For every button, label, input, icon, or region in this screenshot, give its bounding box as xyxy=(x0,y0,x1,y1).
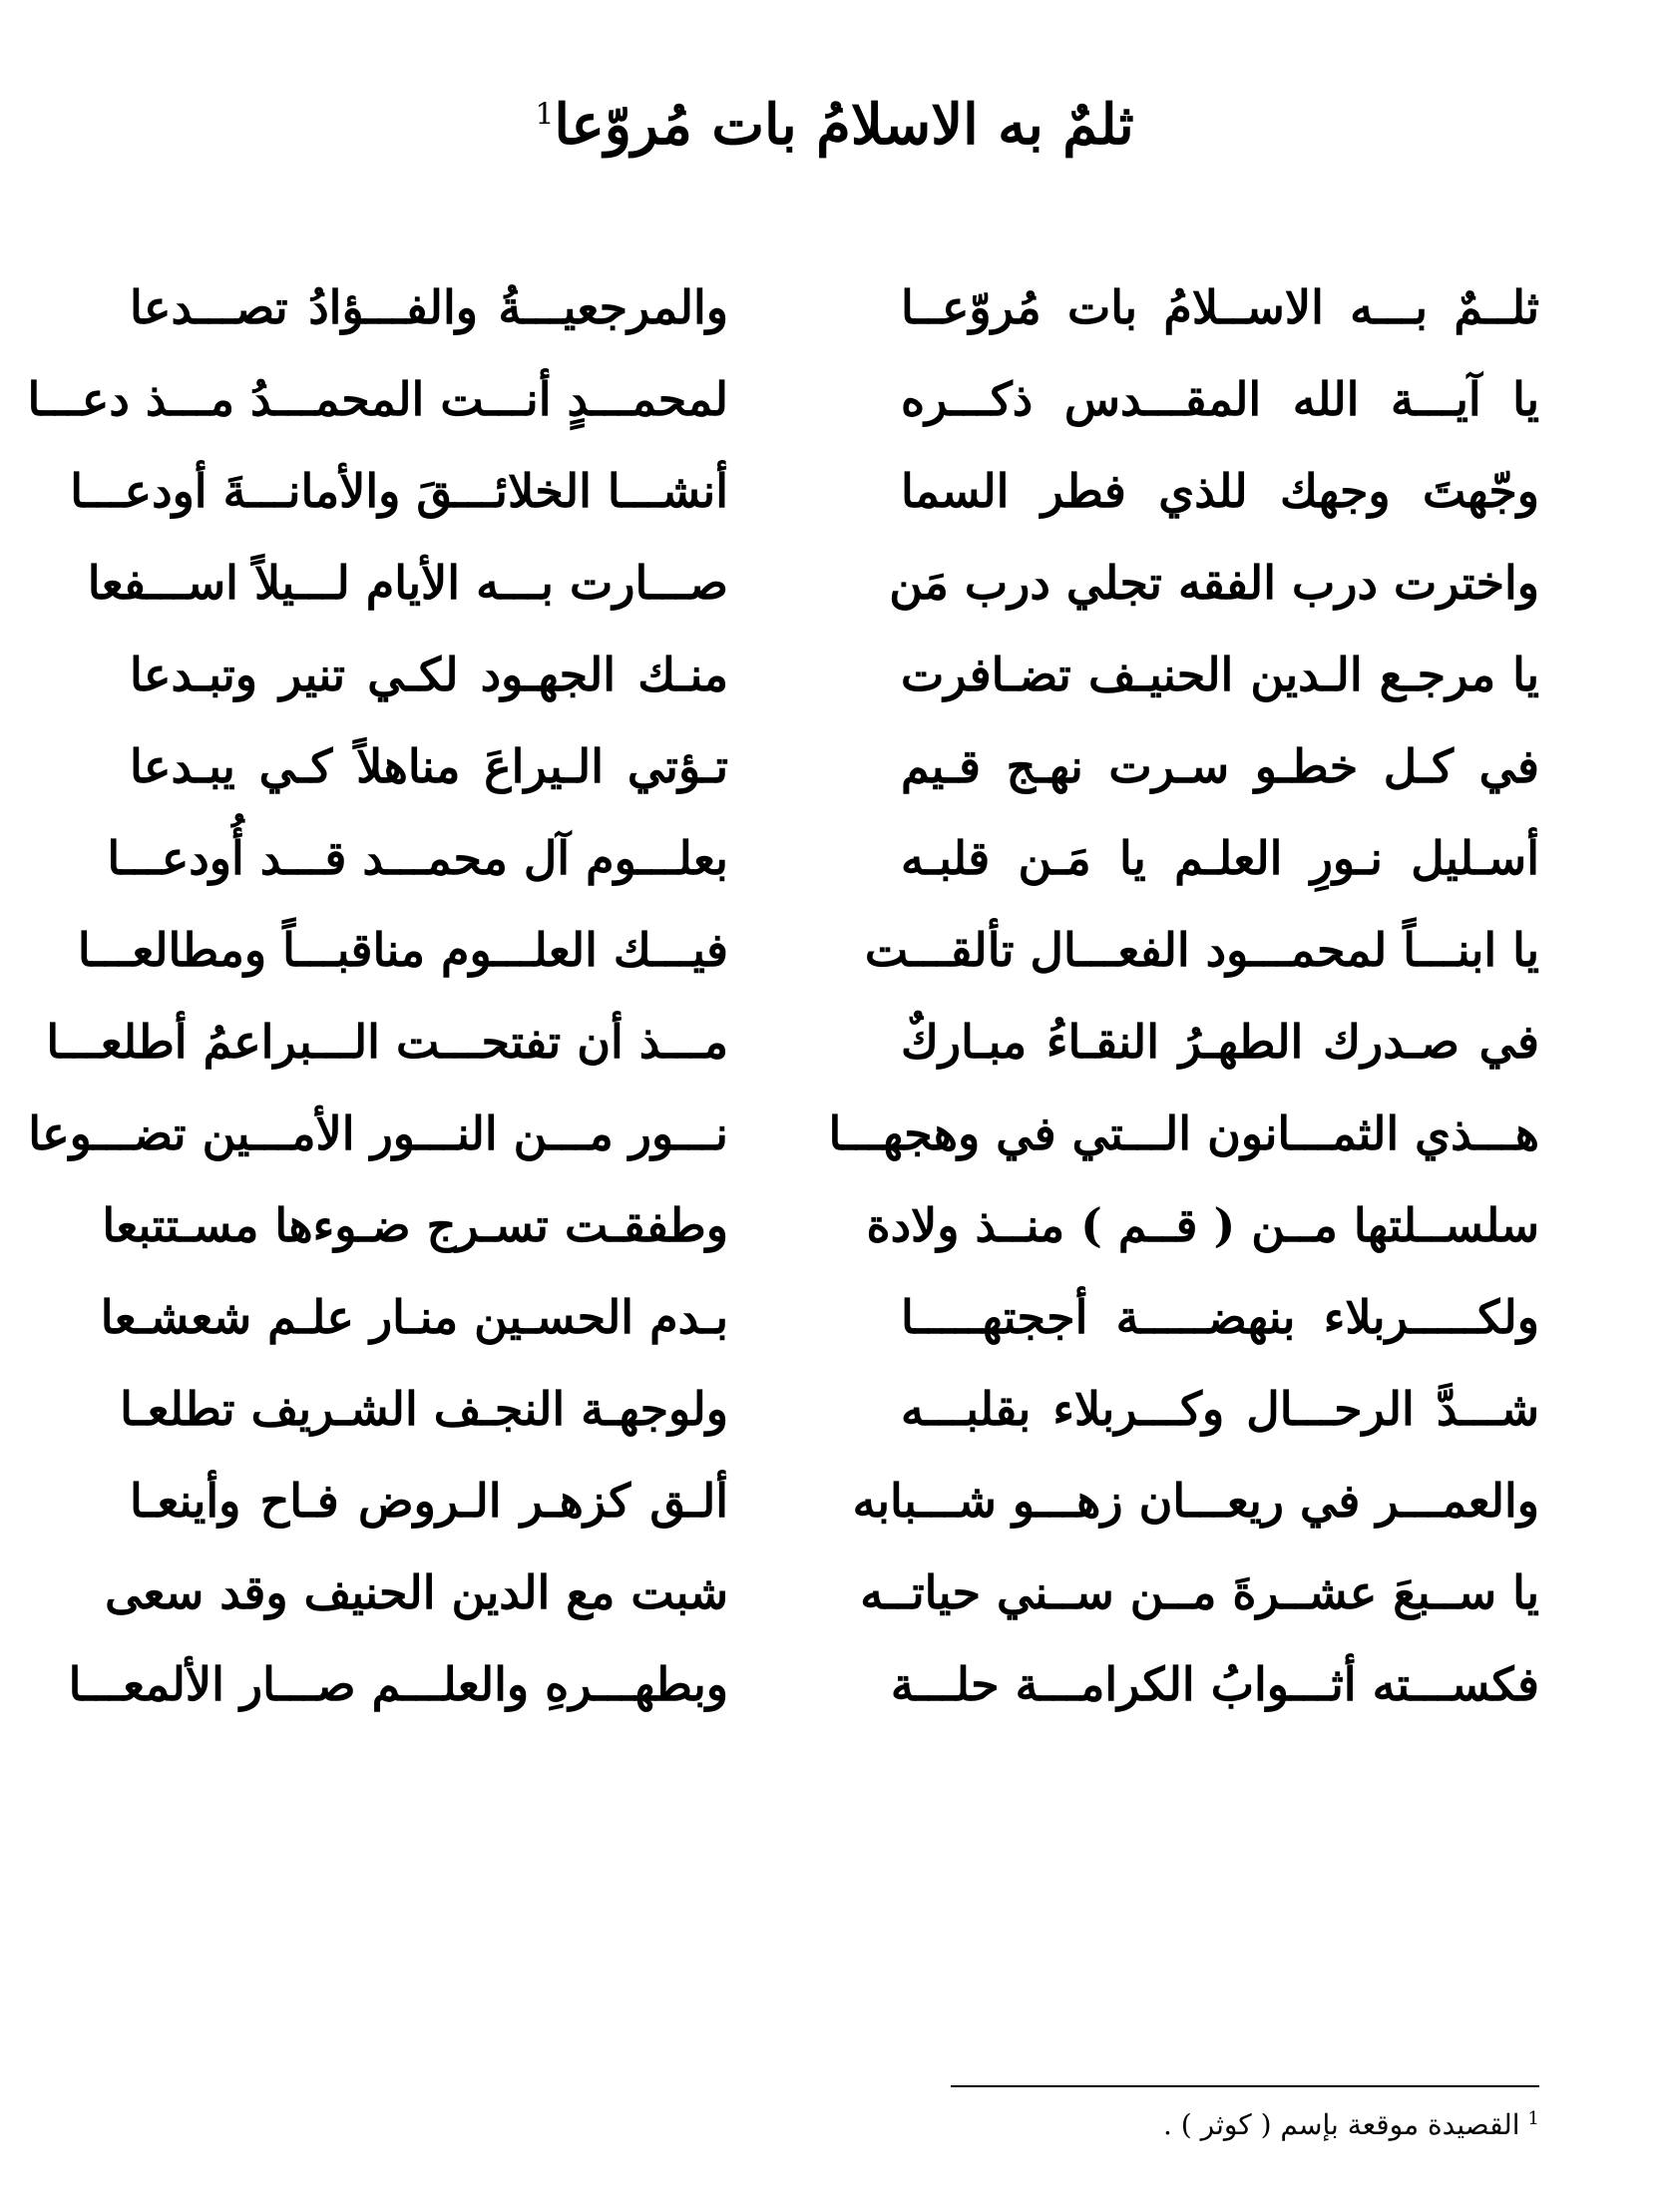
footnote-reference-marker: 1 xyxy=(535,97,555,133)
verse-row xyxy=(130,629,1539,720)
verse-second-hemistich: مـــذ أن تفتحـــت الـــبراعمُ أطلعـــا xyxy=(46,1015,728,1069)
verse-first-hemistich: واخترت درب الفقه تجلي درب مَن xyxy=(889,556,1539,610)
verse-first-hemistich: فكســـته أثـــوابُ الكرامـــة حلـــة xyxy=(890,1657,1539,1711)
verse-first-hemistich: ثلــمٌ بـــه الاســلامُ بات مُروّعــا xyxy=(901,280,1539,334)
verse-first-hemistich: يا ابنـــاً لمحمـــود الفعـــال تألقـــت xyxy=(864,923,1539,977)
footnote-divider xyxy=(951,2085,1539,2087)
verse-row xyxy=(70,445,1539,537)
poem-title-text: ثلمٌ به الاسلامُ بات مُروّعا xyxy=(554,92,1134,158)
verse-row xyxy=(68,1638,1539,1730)
verse-row xyxy=(28,1088,1539,1179)
verse-second-hemistich: تـؤتي الـيراعَ مناهلاً كـي يبـدعا xyxy=(130,739,728,793)
verse-first-hemistich: يا آيـــة الله المقـــدس ذكـــره xyxy=(901,372,1539,426)
verse-second-hemistich: ألـق كزهـر الـروض فـاح وأينعـا xyxy=(130,1474,728,1528)
verse-second-hemistich: والمرجعيـــةُ والفـــؤادُ تصـــدعا xyxy=(130,280,728,334)
verse-first-hemistich: في صـدرك الطهـرُ النقـاءُ مبـاركٌ xyxy=(901,1015,1539,1069)
poem-title xyxy=(0,92,1669,159)
footnote xyxy=(1163,2107,1539,2143)
verse-row xyxy=(87,537,1539,629)
verse-first-hemistich: والعمـــر في ريعـــان زهـــو شـــبابه xyxy=(852,1474,1539,1528)
verse-row xyxy=(100,1271,1539,1363)
verse-first-hemistich: هـــذي الثمـــانون الـــتي في وهجهـــا xyxy=(828,1106,1539,1160)
verse-second-hemistich: بـدم الحسـين منـار علـم شعشـعا xyxy=(100,1290,728,1344)
poem-body xyxy=(27,261,1539,1730)
verse-row xyxy=(120,1363,1539,1455)
verse-second-hemistich: صـــارت بـــه الأيام لـــيلاً اســـفعا xyxy=(87,556,728,610)
verse-second-hemistich: نـــور مـــن النـــور الأمـــين تضـــوعا xyxy=(28,1106,728,1160)
verse-first-hemistich: شـــدَّ الرحـــال وكـــربلاء بقلبـــه xyxy=(901,1382,1539,1436)
verse-first-hemistich: يا مرجـع الـدين الحنيـف تضـافرت xyxy=(901,648,1539,701)
verse-row xyxy=(130,1455,1539,1547)
verse-second-hemistich: لمحمـــدٍ أنـــت المحمـــدُ مـــذ دعـــا xyxy=(27,372,728,426)
verse-first-hemistich: وجّهتَ وجهك للذي فطر السما xyxy=(901,464,1539,518)
verse-second-hemistich: شبت مع الدين الحنيف وقد سعى xyxy=(105,1565,728,1619)
verse-row xyxy=(77,904,1539,996)
footnote-marker: 1 xyxy=(1527,2107,1539,2129)
verse-row xyxy=(130,720,1539,812)
verse-row xyxy=(107,812,1539,904)
verse-row xyxy=(102,1179,1539,1271)
verse-first-hemistich: ولكـــــربلاء بنهضـــــة أججتهـــــا xyxy=(901,1290,1539,1344)
verse-row xyxy=(130,261,1539,353)
footnote-text: القصيدة موقعة بإسم ( كوثر ) . xyxy=(1163,2108,1520,2141)
verse-second-hemistich: بعلـــوم آل محمـــد قـــد أُودعـــا xyxy=(107,831,728,885)
verse-second-hemistich: فيـــك العلـــوم مناقبـــاً ومطالعـــا xyxy=(77,923,728,977)
verse-first-hemistich: أسـليل نـورِ العلـم يا مَـن قلبـه xyxy=(901,831,1539,885)
verse-row xyxy=(105,1547,1539,1638)
verse-first-hemistich: يا ســبعَ عشــرةَ مــن ســني حياتــه xyxy=(860,1565,1539,1619)
verse-row xyxy=(46,996,1539,1088)
verse-second-hemistich: أنشـــا الخلائـــقَ والأمانـــةَ أودعـــا xyxy=(70,464,728,518)
verse-first-hemistich: سلســلتها مــن ( قــم ) منــذ ولادة xyxy=(866,1198,1539,1252)
verse-second-hemistich: وطفقـت تسـرج ضـوءها مسـتتبعا xyxy=(102,1198,728,1252)
verse-second-hemistich: ولوجهـة النجـف الشـريف تطلعـا xyxy=(120,1382,728,1436)
verse-row xyxy=(27,353,1539,445)
verse-second-hemistich: وبطهـــرهِ والعلـــم صـــار الألمعـــا xyxy=(68,1657,728,1711)
verse-first-hemistich: في كـل خطـو سـرت نهـج قـيم xyxy=(901,739,1539,793)
verse-second-hemistich: منـك الجهـود لكـي تنير وتبـدعا xyxy=(130,648,728,701)
